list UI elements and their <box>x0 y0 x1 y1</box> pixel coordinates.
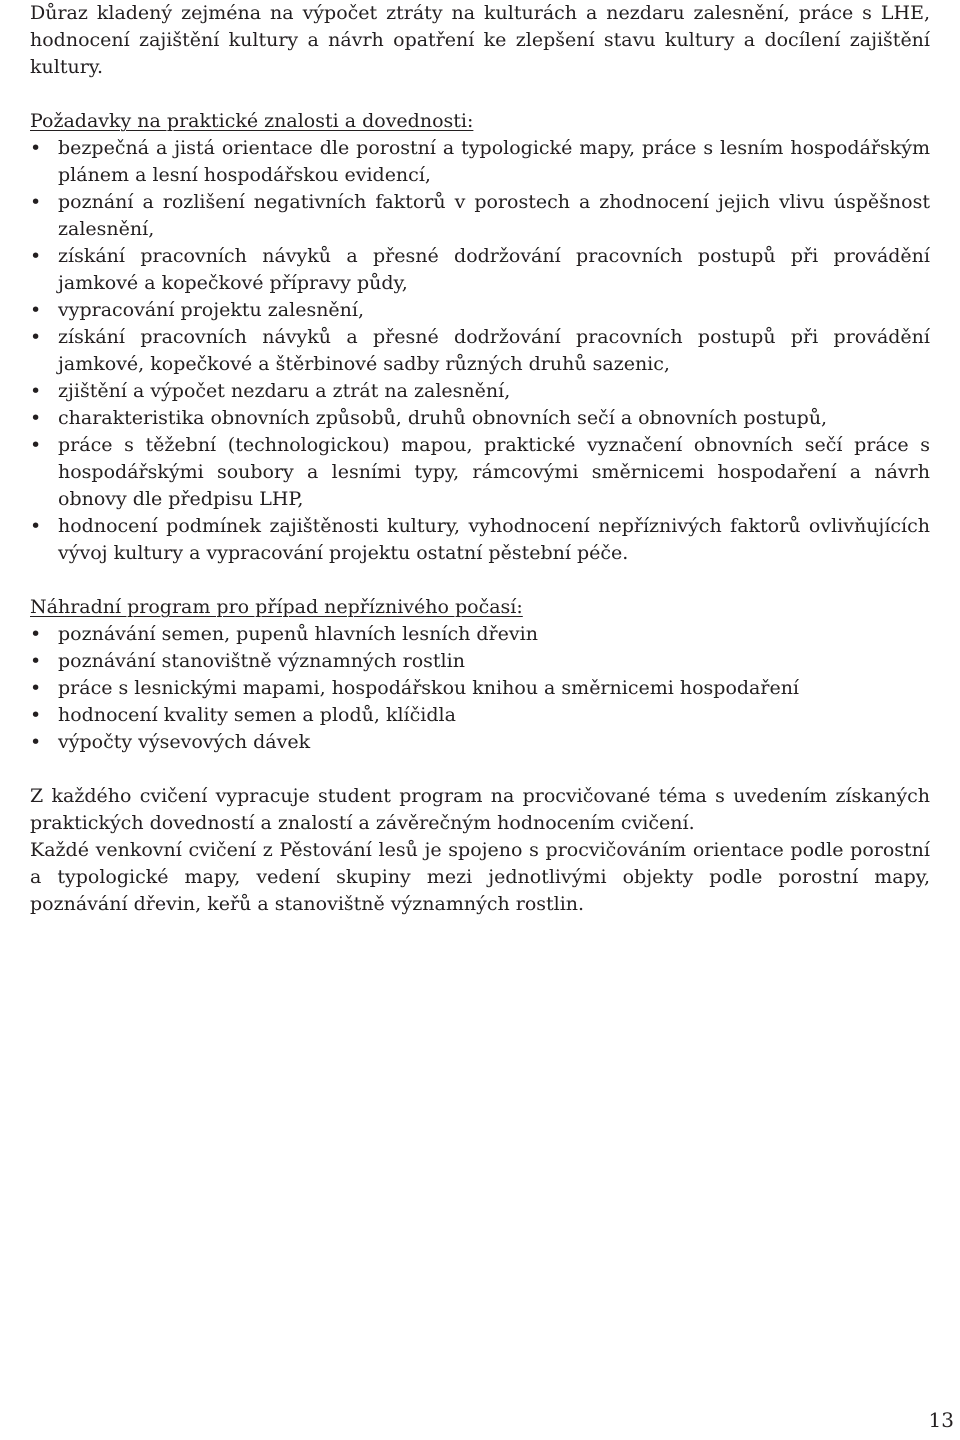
closing-paragraph: Každé venkovní cvičení z Pěstování lesů je spojeno s procvičováním orientace podle porostní a typologické mapy, vedení skupiny mezi jednotlivými objekty podle porostní mapy, poznávání dřevin, keřů a stanovištně významných rostlin. <box>30 839 930 915</box>
bullet-icon: • <box>30 515 42 537</box>
list-item <box>30 702 930 729</box>
list-item <box>30 405 930 432</box>
bullet-icon: • <box>30 407 42 429</box>
intro-paragraph: Důraz kladený zejména na výpočet ztráty na kulturách a nezdaru zalesnění, práce s LHE, hodnocení zajištění kultury a návrh opatření ke zlepšení stavu kultury a docílení zajištění kultury. <box>30 2 930 78</box>
list-item-text: získání pracovních návyků a přesné dodržování pracovních postupů při provádění jamkové, kopečkové a štěrbinové sadby různých druhů sazenic, <box>58 326 930 375</box>
requirements-list <box>30 135 930 567</box>
list-item <box>30 648 930 675</box>
list-item <box>30 675 930 702</box>
list-item <box>30 729 930 756</box>
list-item-text: práce s těžební (technologickou) mapou, praktické vyznačení obnovních sečí práce s hospodářskými soubory a lesními typy, rámcovými směrnicemi hospodaření a návrh obnovy dle předpisu LHP, <box>58 434 930 510</box>
page-content <box>30 0 930 918</box>
list-item-text: charakteristika obnovních způsobů, druhů obnovních sečí a obnovních postupů, <box>58 407 828 429</box>
list-item <box>30 189 930 243</box>
alternative-program-heading: Náhradní program pro případ nepříznivého počasí: <box>30 596 523 618</box>
list-item-text: výpočty výsevových dávek <box>58 731 311 753</box>
list-item-text: hodnocení podmínek zajištěnosti kultury, vyhodnocení nepříznivých faktorů ovlivňujících vývoj kultury a vypracování projektu ostatní pěstební péče. <box>58 515 930 564</box>
spacer <box>30 756 930 783</box>
bullet-icon: • <box>30 299 42 321</box>
list-item <box>30 621 930 648</box>
bullet-icon: • <box>30 434 42 456</box>
bullet-icon: • <box>30 677 42 699</box>
list-item <box>30 378 930 405</box>
list-item-text: hodnocení kvality semen a plodů, klíčidla <box>58 704 456 726</box>
list-item-text: bezpečná a jistá orientace dle porostní a typologické mapy, práce s lesním hospodářským plánem a lesní hospodářskou evidencí, <box>58 137 930 186</box>
bullet-icon: • <box>30 326 42 348</box>
closing-paragraph: Z každého cvičení vypracuje student program na procvičované téma s uvedením získaných praktických dovedností a znalostí a závěrečným hodnocením cvičení. <box>30 785 930 834</box>
list-item <box>30 243 930 297</box>
list-item <box>30 135 930 189</box>
list-item-text: poznávání semen, pupenů hlavních lesních dřevin <box>58 623 538 645</box>
list-item-text: práce s lesnickými mapami, hospodářskou knihou a směrnicemi hospodaření <box>58 677 800 699</box>
spacer <box>30 567 930 594</box>
bullet-icon: • <box>30 650 42 672</box>
bullet-icon: • <box>30 380 42 402</box>
bullet-icon: • <box>30 704 42 726</box>
alternative-program-list <box>30 621 930 756</box>
bullet-icon: • <box>30 191 42 213</box>
list-item-text: zjištění a výpočet nezdaru a ztrát na zalesnění, <box>58 380 511 402</box>
spacer <box>30 81 930 108</box>
bullet-icon: • <box>30 623 42 645</box>
bullet-icon: • <box>30 731 42 753</box>
bullet-icon: • <box>30 245 42 267</box>
list-item <box>30 297 930 324</box>
list-item <box>30 324 930 378</box>
list-item-text: poznání a rozlišení negativních faktorů v porostech a zhodnocení jejich vlivu úspěšnost zalesnění, <box>58 191 930 240</box>
requirements-heading: Požadavky na praktické znalosti a dovednosti: <box>30 110 474 132</box>
list-item-text: vypracování projektu zalesnění, <box>58 299 365 321</box>
list-item <box>30 513 930 567</box>
list-item <box>30 432 930 513</box>
list-item-text: poznávání stanovištně významných rostlin <box>58 650 465 672</box>
bullet-icon: • <box>30 137 42 159</box>
list-item-text: získání pracovních návyků a přesné dodržování pracovních postupů při provádění jamkové a kopečkové přípravy půdy, <box>58 245 930 294</box>
page-number: 13 <box>928 1408 954 1432</box>
